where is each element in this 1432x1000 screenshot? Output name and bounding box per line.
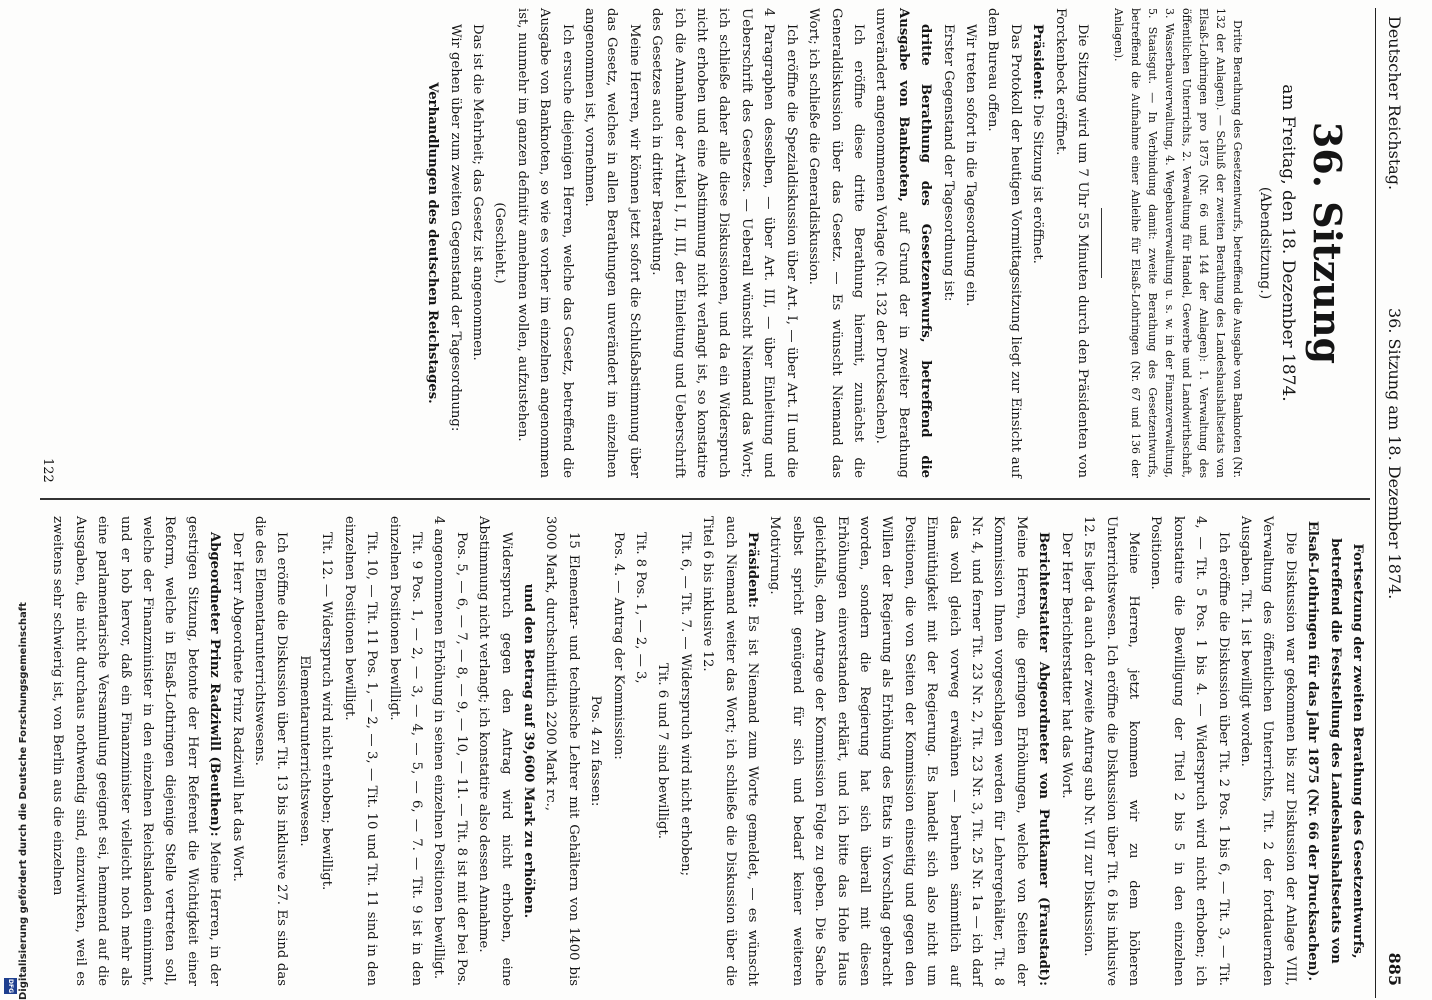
list-item: Tit. 6, — Tit. 7. — Widerspruch wird nicht erhoben; [677,532,693,877]
paragraph: Ich eröffne die Spezialdiskussion über Art. I, — über Art. II und die 4 Paragraphen desselben, — über Art. III, — über Einleitung und Ueberschrift des Gesetzes. — Ueberall wünscht Niemand das Wort; ich schließe daher alle diese Diskussionen, und da ein Widerspruch nicht erhoben und eine Abstimmung nicht verlangt ist, so konstatire ich die Annahme der Artikel I, II, III, der Einleitung und Ueberschrift des Gesetzes auch in dritter Berathung. [649,8,799,478]
running-head [1375,8,1410,998]
speech-text: Es ist Niemand zum Worte gemeldet, — es wünscht auch Niemand weiter das Wort; ich schließe die Diskussion über die Titel 6 bis inklusive 12. [700,516,761,986]
first-item-text: Erster Gegenstand der Tagesordnung ist: [940,24,956,302]
speech-text: Die Sitzung ist eröffnet. [1030,104,1046,264]
agenda-item-rest: auf Grund der in zweiter Berathung unverändert angenommenen Vorlage (Nr. 132 der Drucksachen). [873,8,911,478]
opening-text: Die Sitzung wird um 7 Uhr 55 Minuten durch den Präsidenten von Forckenbeck eröffnet. [1052,8,1090,478]
paragraph: Das ist die Mehrheit; das Gesetz ist angenommen. [470,24,486,361]
rotated-sheet [30,8,1410,998]
paragraph: Tit. 12. — Widerspruch wird nicht erhoben; bewilligt. [319,532,335,891]
speaker-label: Präsident: [745,532,761,609]
running-head-left: Deutscher Reichstag. [1385,16,1404,191]
running-head-center: 36. Sitzung am 18. Dezember 1874. [1385,308,1404,600]
minutes-text: Das Protokoll der heutigen Vormittagssitzung liegt zur Einsicht auf dem Bureau offen. [985,8,1023,478]
list-item: Tit. 6 und 7 sind bewilligt. [655,663,671,839]
session-kind: (Abendsitzung.) [1257,186,1273,300]
speech [46,516,225,986]
speaker-label: Abgeordneter Prinz Radziwill (Beuthen): [207,532,223,837]
paragraph: Die Diskussion war gekommen bis zur Diskussion der Anlage VIII, Verwaltung des öffentlichen Unterrichts, Tit. 2 der fortdauernden Ausgaben. Tit. 1 ist bewilligt worden. [1237,516,1298,986]
paragraph: Ich eröffne die Diskussion über Tit. 2 Pos. 1 bis 6, — Tit. 3, — Tit. 4, — Tit. 5 Pos. 1 bis 4. — Widerspruch wird nicht erhoben; ich konstatire die Bewilligung der Titel 2 bis 5 in den einzelnen Positionen. [1148,516,1231,986]
paragraph: Tit. 9 Pos. 1, — 2, — 3, — 4, — 5, — 6, — 7. — Tit. 9 ist in den einzelnen Positionen bewilligt. [386,516,424,986]
speech-text: Meine Herren, die geringen Erhöhungen, welche von Seiten der Kommission Ihnen vorgeschlagen werden für Lehrergehälter, Tit. 8 Nr. 4, und ferner Tit. 23 Nr. 2, Tit. 23 Nr. 3, Tit. 25 Nr. 1a — ich darf das wohl gleich vorweg erwähnen — beruhen sämmtlich auf Einmüthigkeit mit der Regierung. Es handelt sich also nicht um Positionen, die von Seiten der Kommission einseitig und gegen den Willen der Regierung als Erhöhung des Etats in Vorschlag gebracht worden, sondern die Regierung hat sich überall mit diesen Erhöhungen einverstanden erklärt, und ich bitte das Hohe Haus gleichfalls, dem Antrage der Kommission Folge zu geben. Die Sache selbst spricht genügend für sich und bedarf keiner weiteren Motivirung. [767,516,1029,986]
session-title: 36. Sitzung [1305,121,1350,365]
paragraph: Meine Herren, jetzt kommen wir zu dem höheren Unterrichtswesen. Ich eröffne die Diskussion über Tit. 6 bis inklusive 12. Es liegt da auch der zweite Antrag sub Nr. VII zur Diskussion. [1081,516,1141,986]
paragraph: Pos. 5, — 6, — 7, — 8, — 9, — 10, — 11. — Tit. 8 ist mit der bei Pos. 4 angenommenen Erhöhung in seinen einzelnen Positionen bewilligt. [431,516,469,986]
list-item: Pos. 4. — Antrag der Kommission: [610,532,626,760]
agenda-summary [1110,8,1246,478]
paragraph: Ich eröffne diese dritte Berathung hiermit, zunächst die Generaldiskussion über das Gesetz. — Es wünscht Niemand das Wort; ich schließe die Generaldiskussion. [806,8,866,478]
agenda-item-bold: dritte Berathung des Gesetzentwurfs, betreffend die Ausgabe von Banknoten, [895,8,934,478]
list-item: 15 Elementar- und technische Lehrer mit Gehältern von 1400 bis 3000 Mark, durchschnittlich 2200 Mark rc., [543,516,581,986]
list-item: Tit. 8 Pos. 1, — 2, — 3, [633,532,648,684]
speaker-label: Präsident: [1030,24,1046,101]
bottom-caption: Verhandlungen des deutschen Reichstages. [425,82,441,404]
page-number: 885 [1385,952,1404,986]
speaker-label: Berichterstatter Abgeordneter von Puttkamer (Fraustadt): [1036,532,1052,986]
paragraph: Der Herr Berichterstatter hat das Wort. [1058,532,1074,799]
divider-rule [1101,208,1102,278]
stage-direction: (Geschieht.) [492,202,508,284]
folio-number: 122 [40,458,55,483]
paragraph: Widerspruch gegen den Antrag wird nicht erhoben, eine Abstimmung nicht verlangt; ich konstatire also dessen Annahme. [476,516,514,986]
right-column [46,516,1368,986]
dfg-logo: DFG [4,978,17,994]
agenda-enter-text: Wir treten sofort in die Tagesordnung ein. [962,24,978,307]
paragraph: Der Herr Abgeordnete Prinz Radziwill hat das Wort. [229,532,245,882]
list-item: und den Betrag auf 39,600 Mark zu erhöhen. [520,583,536,919]
speech-text: Meine Herren, in der gestrigen Sitzung, betonte der Herr Referent die Wichtigkeit einer Reform, welche in Elsaß-Lothringen diejenige Stelle vertreten soll, welche der Finanzminister in den einzelnen Reichslanden einnimmt, und er hob hervor, daß ein Finanzminister vielleicht noch mehr als eine parlamentarische Versammlung geeignet sei, hemmend auf die Ausgaben, die nicht durchaus nothwendig sind, einzuwirken, weil es zweitens sehr schwierig ist, von Berlin aus die einzelnen [50,516,223,986]
paragraph: Ich eröffne die Diskussion über Tit. 13 bis inklusive 27. Es sind das die des Elementarunterrichtswesens. [252,516,290,986]
section-heading: Fortsetzung der zweiten Berathung des Gesetzentwurfs, betreffend die Feststellung des Landeshaushaltsetats von Elsaß-Lothringen für das Jahr 1875 (Nr. 66 der Drucksachen). [1305,520,1365,982]
subheading: Elementarunterrichtswesen. [296,655,312,847]
speech [696,516,763,986]
paragraph: Meine Herren, wir können jetzt sofort die Schlußabstimmung über das Gesetz, welches in allen Berathungen unverändert im einzelnen angenommen ist, vornehmen. [582,8,642,478]
digitization-credit: Digitalisierung gefördert durch die Deutsche Forschungsgemeinschaft [18,602,29,1000]
paragraph: Ich ersuche diejenigen Herren, welche das Gesetz, betreffend die Ausgabe von Banknoten, so wie es vorher im einzelnen angenommen ist, nunmehr im ganzen definitiv annehmen wollen, aufzustehen. [514,8,575,478]
session-date: am Freitag, den 18. Dezember 1874. [1278,84,1298,402]
president-line [1026,8,1048,478]
left-column [421,8,1368,478]
agenda-item [869,8,936,478]
speech [763,516,1054,986]
agenda-text: Dritte Berathung des Gesetzentwurfs, betreffend die Ausgabe von Banknoten (Nr. 132 der Anlagen). — Schluß der zweiten Berathung des Landeshaushaltsetats von Elsaß-Lothringen pro 1875 (Nr. 66 und 144 der Anlagen): 1. Verwaltung des öffentlichen Unterrichts, 2. Verwaltung für Handel, Gewerbe und Landwirthschaft, 3. Wasserbauverwaltung, 4. Wegebauverwaltung u. s. w. in der Finanzverwaltung, 5. Staatsgut. — In Verbindung damit: zweite Berathung des Gesetzentwurfs, betreffend die Aufnahme einer Anleihe für Elsaß-Lothringen (Nr. 67 und 136 der Anlagen). [1112,8,1244,478]
paragraph: Wir gehen über zum zweiten Gegenstand der Tagesordnung: [447,24,463,432]
paragraph: Tit. 10, — Tit. 11 Pos. 1, — 2, — 3, — Tit. 10 und Tit. 11 sind in den einzelnen Positionen bewilligt. [341,516,380,986]
list-item: Pos. 4 zu fassen: [588,695,604,807]
column-divider [40,498,1370,500]
